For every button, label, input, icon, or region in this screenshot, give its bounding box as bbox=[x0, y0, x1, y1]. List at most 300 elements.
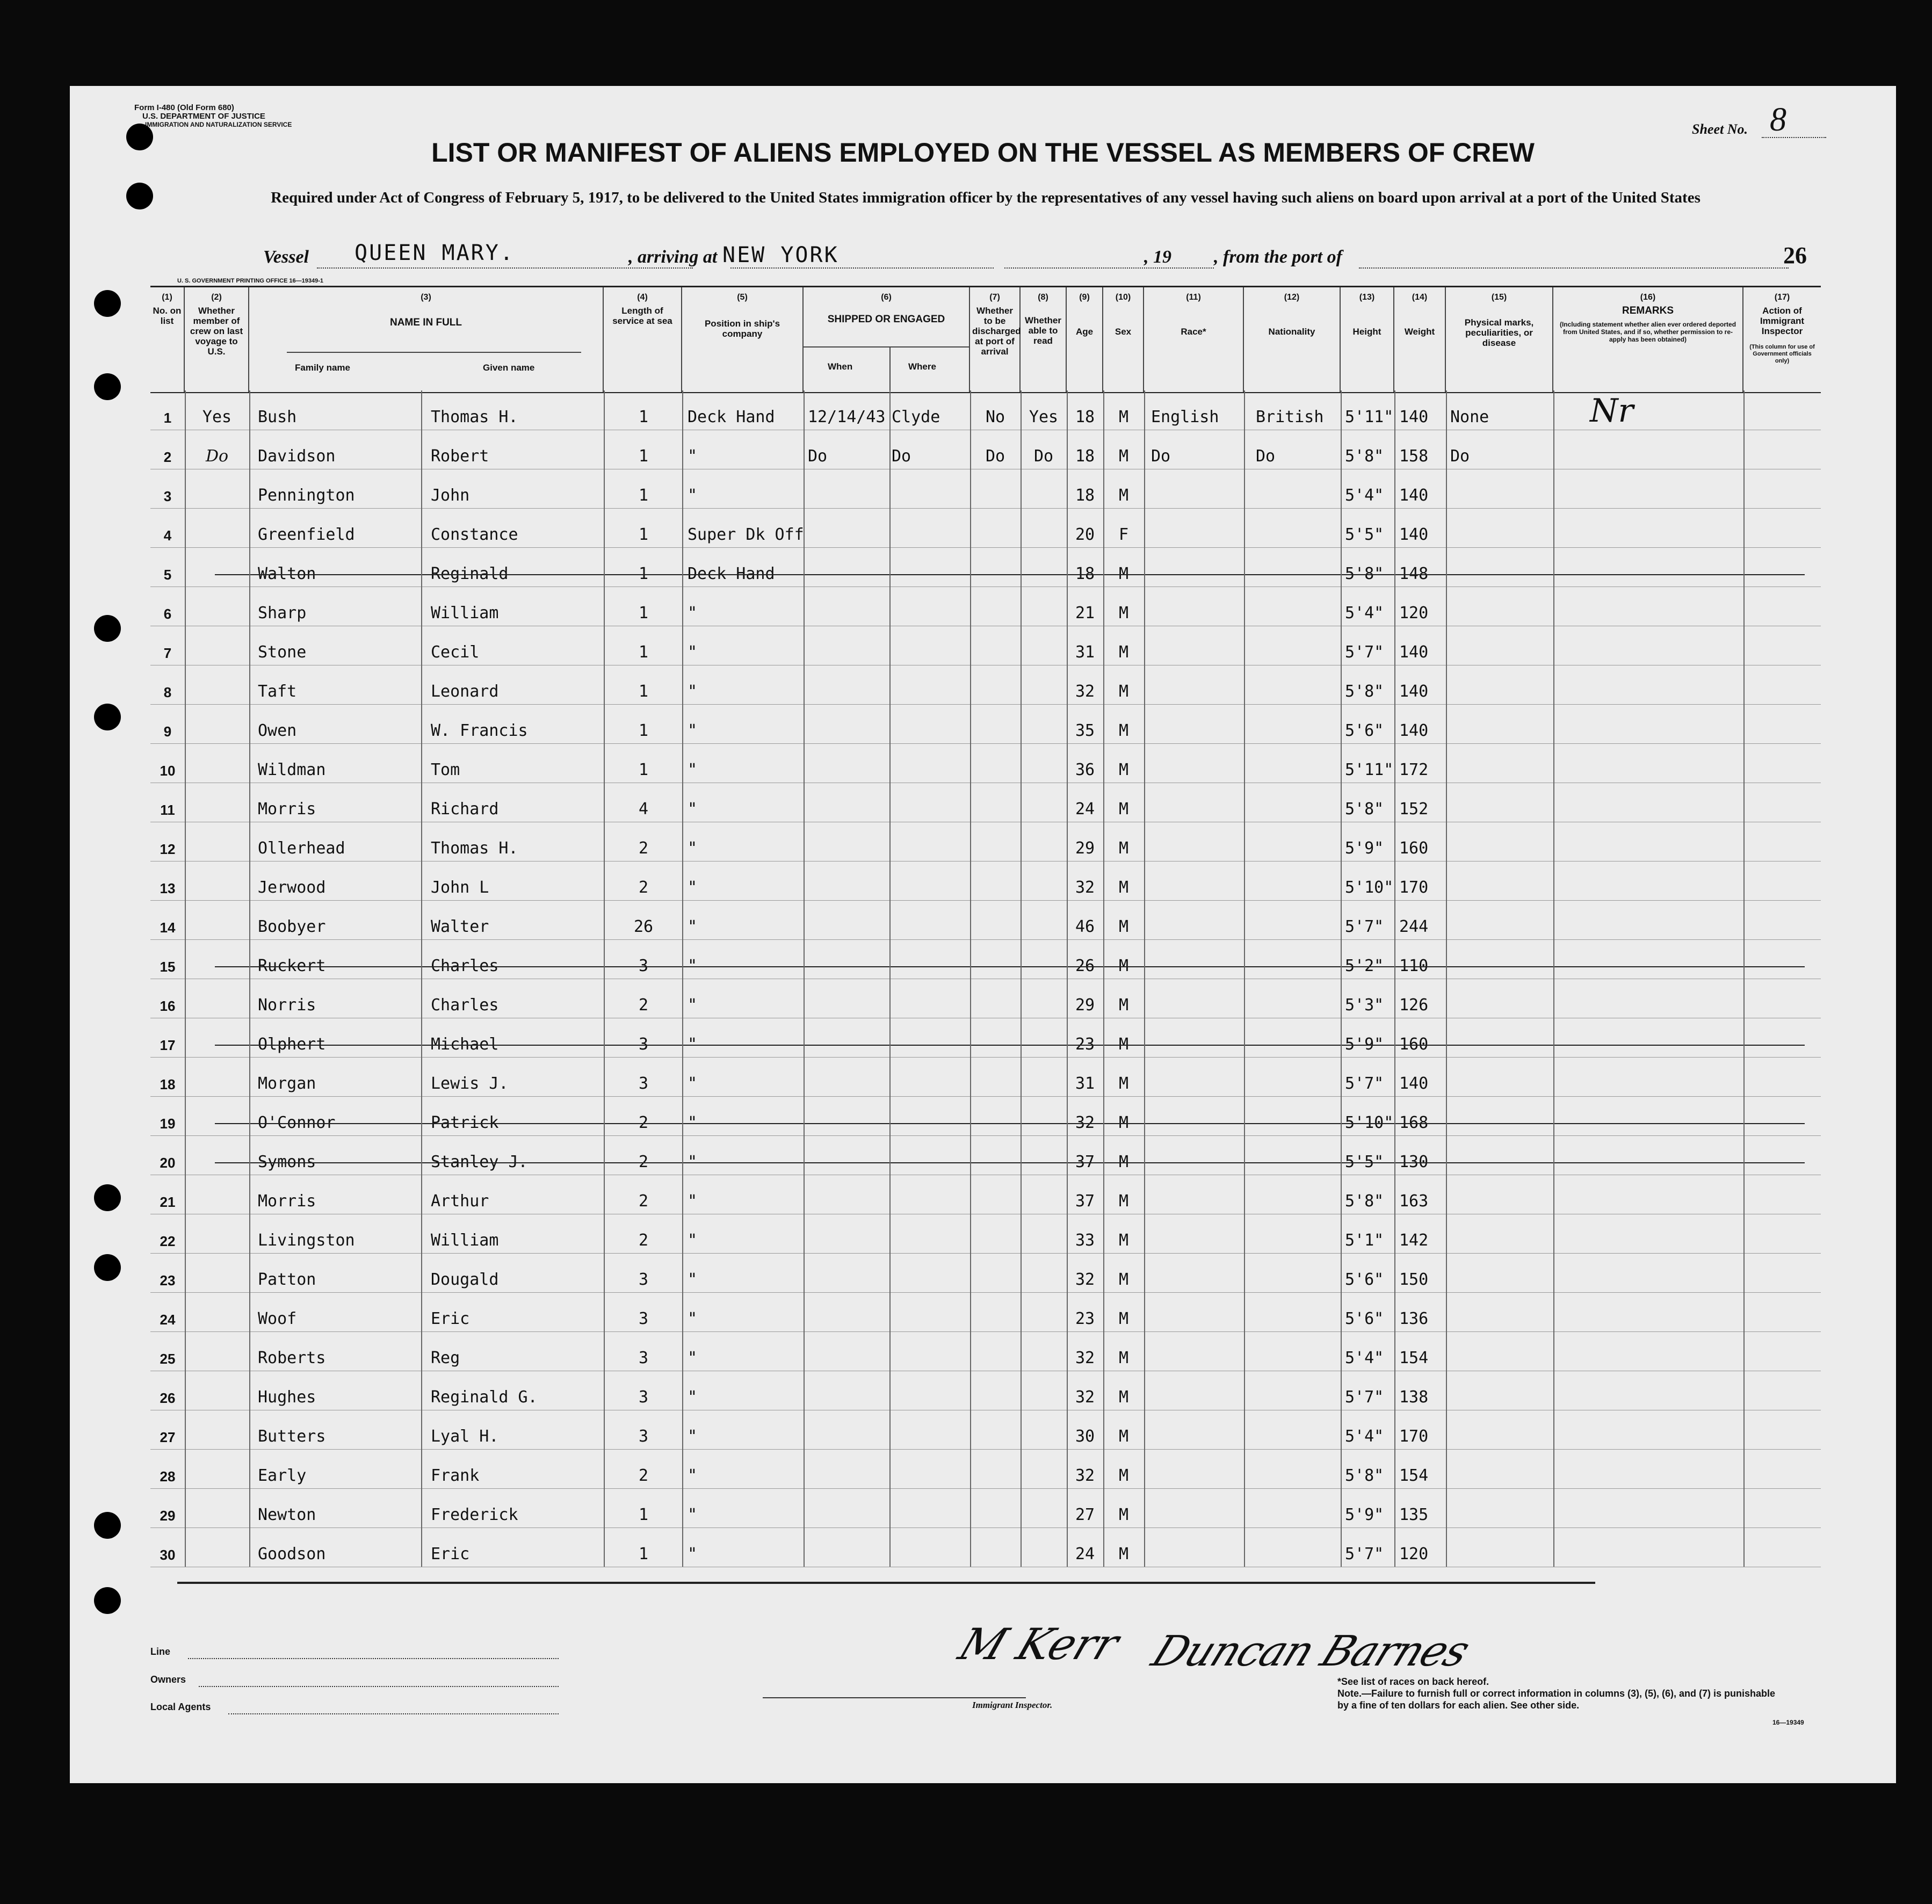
cell-weight: 140 bbox=[1399, 1074, 1429, 1093]
cell-weight: 140 bbox=[1399, 486, 1429, 505]
arriving-line bbox=[730, 267, 994, 269]
cell-age: 32 bbox=[1075, 1113, 1095, 1132]
cell-sex: M bbox=[1118, 1113, 1129, 1132]
cell-no: 30 bbox=[160, 1547, 176, 1563]
cell-position: " bbox=[688, 1035, 698, 1054]
binder-hole bbox=[126, 183, 153, 209]
corner-number: 26 bbox=[1783, 242, 1807, 269]
cell-family: Greenfield bbox=[258, 525, 355, 544]
column-divider bbox=[421, 390, 422, 1567]
cell-no: 20 bbox=[160, 1155, 176, 1171]
column-divider bbox=[682, 390, 683, 1567]
column-divider bbox=[185, 390, 186, 1567]
cell-position: " bbox=[688, 604, 698, 622]
col-nationality: (12) Nationality bbox=[1244, 287, 1341, 392]
column-divider bbox=[1341, 390, 1342, 1567]
cell-service: 1 bbox=[638, 486, 649, 505]
cell-given: Lewis J. bbox=[431, 1074, 509, 1093]
column-divider bbox=[1394, 390, 1395, 1567]
cell-family: Sharp bbox=[258, 604, 307, 622]
strike-through-line bbox=[215, 574, 1805, 575]
table-header bbox=[150, 286, 1821, 393]
cell-height: 5'6" bbox=[1345, 1270, 1384, 1289]
cell-age: 36 bbox=[1075, 761, 1095, 779]
table-row bbox=[150, 1488, 1821, 1528]
table-row bbox=[150, 587, 1821, 626]
table-row bbox=[150, 547, 1821, 587]
cell-height: 5'5" bbox=[1345, 1153, 1384, 1171]
cell-given: Frederick bbox=[431, 1505, 518, 1524]
cell-weight: 154 bbox=[1399, 1466, 1429, 1485]
col-position: (5) Position in ship's company bbox=[682, 287, 804, 392]
cell-weight: 163 bbox=[1399, 1192, 1429, 1211]
cell-given: William bbox=[431, 1231, 499, 1250]
col-discharged: (7) Whether to be discharged at port of arrival bbox=[970, 287, 1021, 392]
cell-family: Pennington bbox=[258, 486, 355, 505]
sheet-number: 8 bbox=[1770, 102, 1786, 138]
binder-hole bbox=[94, 373, 121, 400]
table-row bbox=[150, 861, 1821, 901]
cell-age: 29 bbox=[1075, 839, 1095, 858]
column-divider bbox=[889, 390, 891, 1567]
cell-read: Do bbox=[1033, 447, 1054, 466]
cell-height: 5'9" bbox=[1345, 1505, 1384, 1524]
cell-service: 1 bbox=[638, 564, 649, 583]
cell-position: " bbox=[688, 1309, 698, 1328]
cell-height: 5'6" bbox=[1345, 1309, 1384, 1328]
cell-no: 27 bbox=[160, 1429, 176, 1445]
cell-weight: 172 bbox=[1399, 761, 1429, 779]
cell-family: Butters bbox=[258, 1427, 326, 1446]
cell-family: Jerwood bbox=[258, 878, 326, 897]
cell-family: Early bbox=[258, 1466, 307, 1485]
cell-sex: M bbox=[1118, 1388, 1129, 1407]
cell-no: 11 bbox=[160, 802, 175, 818]
table-row bbox=[150, 1253, 1821, 1293]
cell-age: 31 bbox=[1075, 1074, 1095, 1093]
sheet-label: Sheet No. bbox=[1692, 121, 1748, 137]
remarks-note: (Including statement whether alien ever ordered deported from United States, and if so, whether permission to re-apply has been obtained) bbox=[1559, 321, 1736, 343]
date-line bbox=[1004, 267, 1214, 269]
penalty-note: Note.—Failure to furnish full or correct information in columns (3), (5), (6), and (7) is punishable by a fine of ten dollars for each alien. See other side. bbox=[1337, 1688, 1776, 1711]
cell-no: 14 bbox=[160, 920, 176, 936]
cell-service: 2 bbox=[638, 1466, 649, 1485]
cell-sex: M bbox=[1118, 1545, 1129, 1563]
cell-marks: None bbox=[1450, 408, 1489, 426]
cell-weight: 120 bbox=[1399, 604, 1429, 622]
cell-position: " bbox=[688, 917, 698, 936]
cell-no: 17 bbox=[160, 1037, 176, 1053]
cell-age: 23 bbox=[1075, 1309, 1095, 1328]
cell-disch: Do bbox=[985, 447, 1005, 466]
cell-given: W. Francis bbox=[431, 721, 528, 740]
cell-family: Walton bbox=[258, 564, 316, 583]
cell-family: Livingston bbox=[258, 1231, 355, 1250]
service-name: IMMIGRATION AND NATURALIZATION SERVICE bbox=[145, 121, 292, 128]
cell-position: " bbox=[688, 1545, 698, 1563]
cell-position: " bbox=[688, 1270, 698, 1289]
cell-height: 5'4" bbox=[1345, 486, 1384, 505]
cell-service: 3 bbox=[638, 1388, 649, 1407]
cell-given: Leonard bbox=[431, 682, 499, 701]
col-weight: (14) Weight bbox=[1394, 287, 1446, 392]
cell-given: Cecil bbox=[431, 643, 480, 662]
cell-height: 5'4" bbox=[1345, 1349, 1384, 1367]
cell-height: 5'10" bbox=[1345, 878, 1394, 897]
table-bottom-rule bbox=[177, 1582, 1595, 1584]
cell-sex: M bbox=[1118, 447, 1129, 466]
column-divider bbox=[1244, 390, 1245, 1567]
cell-no: 7 bbox=[163, 645, 172, 661]
given-name-header: Given name bbox=[483, 363, 535, 373]
cell-given: Dougald bbox=[431, 1270, 499, 1289]
cell-weight: 130 bbox=[1399, 1153, 1429, 1171]
cell-given: John bbox=[431, 486, 470, 505]
cell-age: 18 bbox=[1075, 447, 1095, 466]
races-note: *See list of races on back hereof. bbox=[1337, 1676, 1489, 1687]
cell-position: " bbox=[688, 1505, 698, 1524]
cell-position: " bbox=[688, 1349, 698, 1367]
cell-sex: M bbox=[1118, 1505, 1129, 1524]
vessel-line bbox=[317, 267, 693, 269]
cell-height: 5'9" bbox=[1345, 1035, 1384, 1054]
table-row bbox=[150, 1175, 1821, 1214]
cell-no: 16 bbox=[160, 998, 176, 1014]
initials-signature: M Kerr bbox=[952, 1619, 1126, 1669]
owners-label: Owners bbox=[150, 1674, 186, 1685]
cell-sex: M bbox=[1118, 643, 1129, 662]
col-remarks: (16) REMARKS (Including statement whether alien ever ordered deported from United States, and if so, whether permission to re-apply has been obtained) bbox=[1553, 287, 1743, 392]
cell-family: O'Connor bbox=[258, 1113, 336, 1132]
document-subtitle: Required under Act of Congress of February 5, 1917, to be delivered to the United States immigration officer by the representatives of any vessel having such aliens on board upon arrival at a port of the United States bbox=[271, 189, 1701, 206]
cell-read: Yes bbox=[1029, 408, 1059, 426]
cell-weight: 140 bbox=[1399, 525, 1429, 544]
cell-family: Boobyer bbox=[258, 917, 326, 936]
cell-given: Tom bbox=[431, 761, 460, 779]
cell-age: 24 bbox=[1075, 1545, 1095, 1563]
column-divider bbox=[1021, 390, 1022, 1567]
inspector-label: Immigrant Inspector. bbox=[972, 1700, 1053, 1710]
cell-age: 30 bbox=[1075, 1427, 1095, 1446]
column-divider bbox=[604, 390, 605, 1567]
cell-nat: Do bbox=[1256, 447, 1276, 466]
col-inspector: (17) Action of Immigrant Inspector (This column for use of Government officials only) bbox=[1743, 287, 1821, 392]
cell-age: 31 bbox=[1075, 643, 1095, 662]
cell-position: Deck Hand bbox=[688, 408, 775, 426]
cell-age: 18 bbox=[1075, 564, 1095, 583]
cell-weight: 152 bbox=[1399, 800, 1429, 819]
column-divider bbox=[1446, 390, 1447, 1567]
cell-family: Symons bbox=[258, 1153, 316, 1171]
cell-last: Do bbox=[205, 447, 229, 466]
cell-height: 5'7" bbox=[1345, 1388, 1384, 1407]
cell-no: 29 bbox=[160, 1508, 176, 1524]
col-physical-marks: (15) Physical marks, peculiarities, or disease bbox=[1446, 287, 1553, 392]
col-service: (4) Length of service at sea bbox=[604, 287, 682, 392]
inspector-note: (This column for use of Government officials only) bbox=[1749, 344, 1815, 364]
cell-height: 5'8" bbox=[1345, 447, 1384, 466]
cell-position: " bbox=[688, 1388, 698, 1407]
col-last-voyage: (2) Whether member of crew on last voyage to U.S. bbox=[185, 287, 249, 392]
cell-height: 5'5" bbox=[1345, 525, 1384, 544]
strike-through-line bbox=[215, 1162, 1805, 1163]
cell-weight: 138 bbox=[1399, 1388, 1429, 1407]
cell-weight: 154 bbox=[1399, 1349, 1429, 1367]
table-row bbox=[150, 939, 1821, 979]
cell-service: 3 bbox=[638, 1074, 649, 1093]
cell-when: Do bbox=[808, 447, 828, 466]
column-divider bbox=[1144, 390, 1145, 1567]
cell-sex: M bbox=[1118, 486, 1129, 505]
cell-sex: M bbox=[1118, 604, 1129, 622]
cell-position: " bbox=[688, 800, 698, 819]
cell-position: " bbox=[688, 721, 698, 740]
cell-given: Walter bbox=[431, 917, 489, 936]
cell-age: 35 bbox=[1075, 721, 1095, 740]
cell-weight: 150 bbox=[1399, 1270, 1429, 1289]
cell-position: " bbox=[688, 682, 698, 701]
cell-age: 32 bbox=[1075, 1349, 1095, 1367]
cell-service: 1 bbox=[638, 761, 649, 779]
cell-sex: M bbox=[1118, 721, 1129, 740]
cell-sex: M bbox=[1118, 1270, 1129, 1289]
port-line bbox=[1359, 267, 1789, 269]
cell-position: Super Dk Off bbox=[688, 525, 804, 544]
cell-service: 2 bbox=[638, 996, 649, 1015]
cell-family: Stone bbox=[258, 643, 307, 662]
table-row bbox=[150, 430, 1821, 469]
cell-sex: M bbox=[1118, 1035, 1129, 1054]
cell-given: Arthur bbox=[431, 1192, 489, 1211]
cell-service: 1 bbox=[638, 682, 649, 701]
cell-given: Thomas H. bbox=[431, 839, 518, 858]
cell-no: 24 bbox=[160, 1312, 176, 1328]
line-label: Line bbox=[150, 1646, 171, 1657]
year-label: , 19 bbox=[1144, 247, 1171, 267]
binder-hole bbox=[94, 704, 121, 730]
cell-service: 1 bbox=[638, 525, 649, 544]
cell-given: Eric bbox=[431, 1309, 470, 1328]
cell-weight: 168 bbox=[1399, 1113, 1429, 1132]
cell-service: 2 bbox=[638, 1153, 649, 1171]
cell-marks: Do bbox=[1450, 447, 1470, 466]
cell-no: 12 bbox=[160, 841, 176, 857]
vessel-label: Vessel bbox=[263, 247, 309, 267]
cell-last: Yes bbox=[202, 408, 232, 426]
cell-height: 5'8" bbox=[1345, 1192, 1384, 1211]
cell-service: 1 bbox=[638, 643, 649, 662]
cell-family: Ollerhead bbox=[258, 839, 345, 858]
cell-given: Reginald G. bbox=[431, 1388, 538, 1407]
cell-height: 5'9" bbox=[1345, 839, 1384, 858]
cell-weight: 140 bbox=[1399, 408, 1429, 426]
cell-height: 5'8" bbox=[1345, 800, 1384, 819]
table-row bbox=[150, 900, 1821, 940]
cell-service: 3 bbox=[638, 1349, 649, 1367]
cell-age: 29 bbox=[1075, 996, 1095, 1015]
col-age: (9) Age bbox=[1067, 287, 1103, 392]
cell-sex: M bbox=[1118, 1427, 1129, 1446]
table-row bbox=[150, 665, 1821, 705]
cell-no: 23 bbox=[160, 1272, 176, 1288]
strike-through-line bbox=[215, 1045, 1805, 1046]
cell-no: 19 bbox=[160, 1116, 176, 1132]
cell-given: John L bbox=[431, 878, 489, 897]
table-row bbox=[150, 1214, 1821, 1254]
table-row bbox=[150, 1371, 1821, 1410]
cell-position: " bbox=[688, 1231, 698, 1250]
cell-sex: M bbox=[1118, 878, 1129, 897]
cell-age: 46 bbox=[1075, 917, 1095, 936]
cell-weight: 110 bbox=[1399, 957, 1429, 975]
cell-no: 13 bbox=[160, 880, 176, 896]
col-height: (13) Height bbox=[1341, 287, 1394, 392]
cell-height: 5'11" bbox=[1345, 408, 1394, 426]
cell-nat: British bbox=[1256, 408, 1324, 426]
cell-when: 12/14/43 bbox=[808, 408, 886, 426]
cell-position: " bbox=[688, 996, 698, 1015]
cell-family: Davidson bbox=[258, 447, 336, 466]
cell-family: Wildman bbox=[258, 761, 326, 779]
cell-no: 28 bbox=[160, 1468, 176, 1485]
cell-given: Robert bbox=[431, 447, 489, 466]
cell-service: 1 bbox=[638, 1505, 649, 1524]
strike-through-line bbox=[215, 1123, 1805, 1124]
cell-service: 3 bbox=[638, 1035, 649, 1054]
cell-sex: M bbox=[1118, 682, 1129, 701]
port-label: , from the port of bbox=[1214, 247, 1342, 267]
cell-family: Hughes bbox=[258, 1388, 316, 1407]
cell-height: 5'10" bbox=[1345, 1113, 1394, 1132]
cell-age: 32 bbox=[1075, 1388, 1095, 1407]
cell-where: Do bbox=[892, 447, 911, 466]
cell-no: 15 bbox=[160, 959, 176, 975]
cell-sex: M bbox=[1118, 408, 1129, 426]
cell-age: 32 bbox=[1075, 1270, 1095, 1289]
cell-height: 5'4" bbox=[1345, 1427, 1384, 1446]
cell-no: 9 bbox=[163, 723, 172, 740]
cell-no: 21 bbox=[160, 1194, 176, 1210]
cell-no: 5 bbox=[163, 567, 172, 583]
cell-family: Ruckert bbox=[258, 957, 326, 975]
cell-age: 37 bbox=[1075, 1192, 1095, 1211]
cell-weight: 170 bbox=[1399, 1427, 1429, 1446]
cell-service: 26 bbox=[633, 917, 654, 936]
table-row bbox=[150, 1135, 1821, 1175]
cell-sex: M bbox=[1118, 800, 1129, 819]
table-row bbox=[150, 822, 1821, 861]
cell-no: 26 bbox=[160, 1390, 176, 1406]
cell-family: Goodson bbox=[258, 1545, 326, 1563]
table-row bbox=[150, 390, 1821, 430]
table-row bbox=[150, 1449, 1821, 1489]
cell-height: 5'3" bbox=[1345, 996, 1384, 1015]
cell-sex: M bbox=[1118, 1466, 1129, 1485]
cell-weight: 160 bbox=[1399, 1035, 1429, 1054]
cell-height: 5'6" bbox=[1345, 721, 1384, 740]
cell-sex: M bbox=[1118, 1153, 1129, 1171]
cell-height: 5'8" bbox=[1345, 682, 1384, 701]
cell-weight: 148 bbox=[1399, 564, 1429, 583]
local-agents-label: Local Agents bbox=[150, 1702, 211, 1712]
col-sex: (10) Sex bbox=[1103, 287, 1144, 392]
cell-sex: M bbox=[1118, 839, 1129, 858]
cell-family: Morgan bbox=[258, 1074, 316, 1093]
cell-no: 2 bbox=[163, 449, 172, 465]
table-row bbox=[150, 1410, 1821, 1450]
cell-sex: M bbox=[1118, 564, 1129, 583]
cell-no: 22 bbox=[160, 1233, 176, 1249]
cell-given: Lyal H. bbox=[431, 1427, 499, 1446]
cell-given: Michael bbox=[431, 1035, 499, 1054]
column-divider bbox=[970, 390, 971, 1567]
cell-family: Bush bbox=[258, 408, 297, 426]
cell-given: Stanley J. bbox=[431, 1153, 528, 1171]
cell-position: " bbox=[688, 486, 698, 505]
cell-weight: 120 bbox=[1399, 1545, 1429, 1563]
cell-service: 1 bbox=[638, 447, 649, 466]
manifest-sheet bbox=[70, 86, 1896, 1783]
cell-height: 5'8" bbox=[1345, 564, 1384, 583]
cell-sex: M bbox=[1118, 1192, 1129, 1211]
table-row bbox=[150, 1331, 1821, 1371]
table-row bbox=[150, 743, 1821, 783]
cell-given: Charles bbox=[431, 957, 499, 975]
binder-hole bbox=[94, 1254, 121, 1281]
cell-no: 25 bbox=[160, 1351, 176, 1367]
table-row bbox=[150, 469, 1821, 509]
cell-family: Newton bbox=[258, 1505, 316, 1524]
col-read: (8) Whether able to read bbox=[1021, 287, 1067, 392]
col-race: (11) Race* bbox=[1144, 287, 1244, 392]
cell-position: " bbox=[688, 1192, 698, 1211]
where-header: Where bbox=[908, 361, 936, 372]
cell-given: Patrick bbox=[431, 1113, 499, 1132]
cell-weight: 160 bbox=[1399, 839, 1429, 858]
cell-sex: M bbox=[1118, 1231, 1129, 1250]
cell-family: Morris bbox=[258, 800, 316, 819]
strike-through-line bbox=[215, 966, 1805, 967]
cell-age: 32 bbox=[1075, 682, 1095, 701]
cell-family: Morris bbox=[258, 1192, 316, 1211]
cell-position: " bbox=[688, 957, 698, 975]
cell-service: 2 bbox=[638, 878, 649, 897]
cell-given: Eric bbox=[431, 1545, 470, 1563]
cell-height: 5'7" bbox=[1345, 643, 1384, 662]
cell-position: " bbox=[688, 1113, 698, 1132]
cell-sex: M bbox=[1118, 761, 1129, 779]
document-title: LIST OR MANIFEST OF ALIENS EMPLOYED ON THE VESSEL AS MEMBERS OF CREW bbox=[431, 137, 1535, 168]
table-row bbox=[150, 1096, 1821, 1136]
cell-position: " bbox=[688, 1466, 698, 1485]
cell-family: Olphert bbox=[258, 1035, 326, 1054]
cell-service: 2 bbox=[638, 839, 649, 858]
column-divider bbox=[1067, 390, 1068, 1567]
cell-disch: No bbox=[985, 408, 1005, 426]
cell-sex: M bbox=[1118, 917, 1129, 936]
cell-given: Frank bbox=[431, 1466, 480, 1485]
cell-weight: 136 bbox=[1399, 1309, 1429, 1328]
binder-hole bbox=[94, 1587, 121, 1614]
cell-family: Owen bbox=[258, 721, 297, 740]
cell-race: English bbox=[1151, 408, 1219, 426]
cell-age: 32 bbox=[1075, 878, 1095, 897]
binder-hole bbox=[94, 290, 121, 317]
cell-age: 20 bbox=[1075, 525, 1095, 544]
cell-service: 3 bbox=[638, 1309, 649, 1328]
cell-service: 1 bbox=[638, 408, 649, 426]
binder-hole bbox=[94, 615, 121, 642]
